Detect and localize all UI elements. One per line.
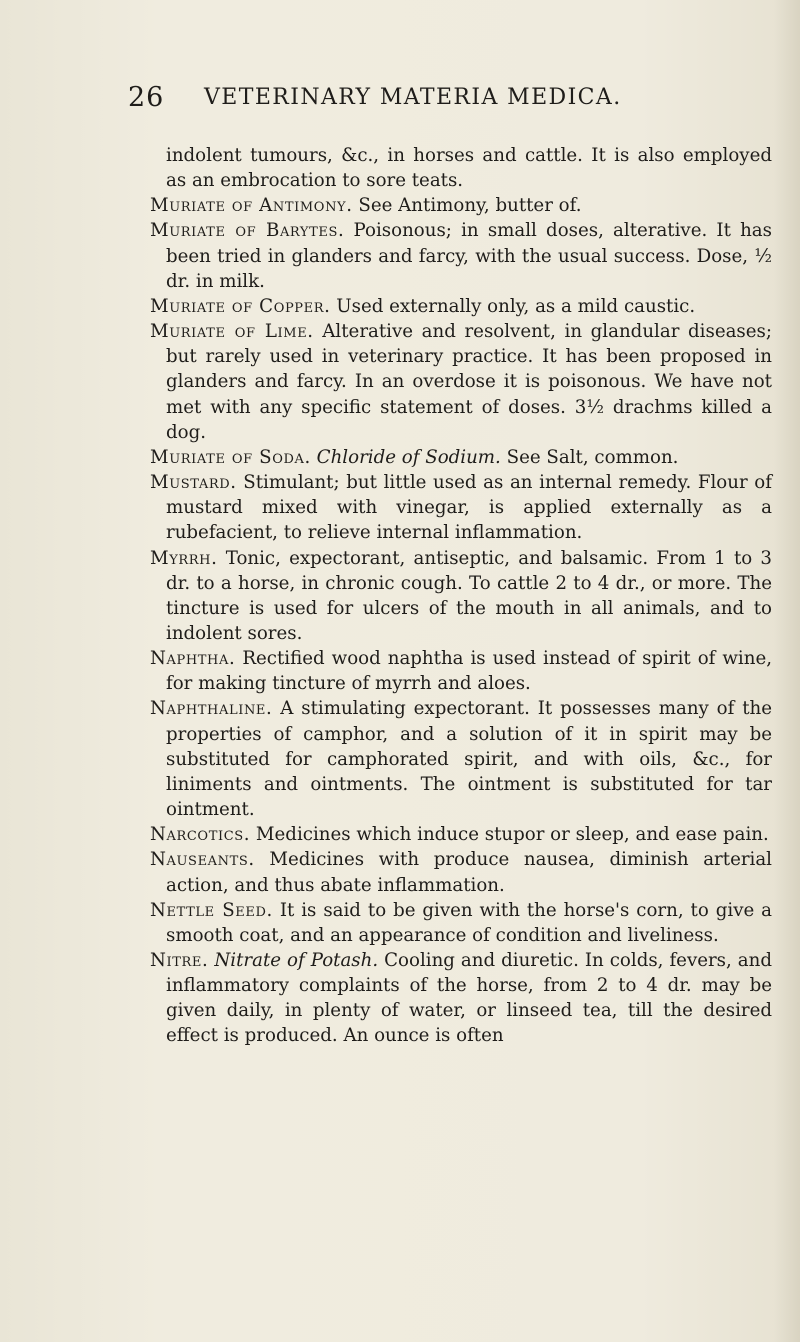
page-edge-shadow — [774, 0, 800, 1342]
entry-term: Muriate of Barytes. — [150, 220, 345, 242]
entry-nettle-seed — [150, 898, 772, 948]
entry-term: Nitre. — [150, 950, 209, 971]
entry-text: Medicines which induce stupor or sleep, and ease pain. — [250, 824, 769, 846]
entry-term: Nettle Seed. — [150, 899, 273, 921]
entry-nitre — [150, 948, 772, 1049]
entry-term: Naphtha. — [150, 648, 236, 670]
entry-narcotics — [150, 822, 772, 847]
entry-term: Muriate of Antimony. — [150, 195, 353, 217]
entry-muriate-of-antimony — [150, 193, 772, 218]
entry-text: Poisonous; in small doses, alterative. It has been tried in glanders and farcy, with the usual success. Dose, ½ dr. in milk. — [166, 220, 772, 292]
entry-text: Tonic, expectorant, antiseptic, and balsamic. From 1 to 3 dr. to a horse, in chronic cough. To cattle 2 to 4 dr., or more. The tincture is used for ulcers of the mouth in all animals, and to indolent sores. — [166, 547, 772, 644]
entry-term: Myrrh. — [150, 547, 218, 569]
entry-myrrh — [150, 546, 772, 647]
entry-text: Cooling and diuretic. In colds, fevers, and inflammatory complaints of the horse, from 2 to 4 dr. may be given daily, in plenty of water, or linseed tea, till the desired effect is produced. An ounce is often — [166, 950, 772, 1047]
entry-term: Mustard. — [150, 472, 237, 494]
entry-term: Narcotics. — [150, 824, 251, 846]
entry-text: Medicines with produce nausea, diminish arterial action, and thus abate inflammation. — [166, 849, 772, 896]
entry-term: Muriate of Copper. — [150, 295, 331, 317]
page-number: 26 — [128, 82, 165, 113]
entry-muriate-of-lime — [150, 319, 772, 445]
entry-text: Stimulant; but little used as an internal remedy. Flour of mustard mixed with vinegar, is applied externally as a rubefacient, to relieve internal inflammation. — [166, 472, 772, 544]
running-title: VETERINARY MATERIA MEDICA. — [204, 85, 622, 110]
entry-mustard — [150, 470, 772, 545]
body-text — [150, 143, 772, 1049]
entry-term: Muriate of Soda. — [150, 446, 311, 468]
entry-muriate-of-copper — [150, 294, 772, 319]
entry-text: Alterative and resolvent, in glandular diseases; but rarely used in veterinary practice. It has been proposed in glanders and farcy. In an overdose it is poisonous. We have not met with any specific statement of doses. 3½ drachms killed a dog. — [166, 321, 772, 443]
entry-text: It is said to be given with the horse's corn, to give a smooth coat, and an appearance of condition and liveliness. — [166, 899, 773, 946]
continued-paragraph: indolent tumours, &c., in horses and cattle. It is also employed as an embrocation to sore teats. — [166, 145, 772, 192]
entry-text: See Antimony, butter of. — [352, 195, 582, 217]
entry-text: Rectified wood naphtha is used instead of spirit of wine, for making tincture of myrrh and aloes. — [166, 648, 772, 695]
entry-naphthaline — [150, 696, 772, 822]
entry-text: A stimulating expectorant. It possesses many of the properties of camphor, and a solution of it in spirit may be substituted for camphorated spirit, and with oils, &c., for liniments and ointments. The ointment is substituted for tar ointment. — [166, 698, 772, 821]
entry-term: Naphthaline. — [150, 698, 273, 720]
entry-text: See Salt, common. — [500, 446, 679, 468]
entry-text: Used externally only, as a mild caustic. — [330, 295, 696, 317]
entry-term: Nauseants. — [150, 849, 255, 871]
entry-muriate-of-barytes — [150, 218, 772, 293]
entry-synonym: Chloride of Sodium. — [310, 446, 501, 468]
entry-synonym: Nitrate of Potash. — [208, 950, 379, 971]
entry-nauseants — [150, 847, 772, 897]
entry-muriate-of-soda — [150, 445, 772, 470]
entry-naphtha — [150, 646, 772, 696]
page-header — [128, 82, 768, 122]
entry-term: Muriate of Lime. — [150, 321, 314, 343]
